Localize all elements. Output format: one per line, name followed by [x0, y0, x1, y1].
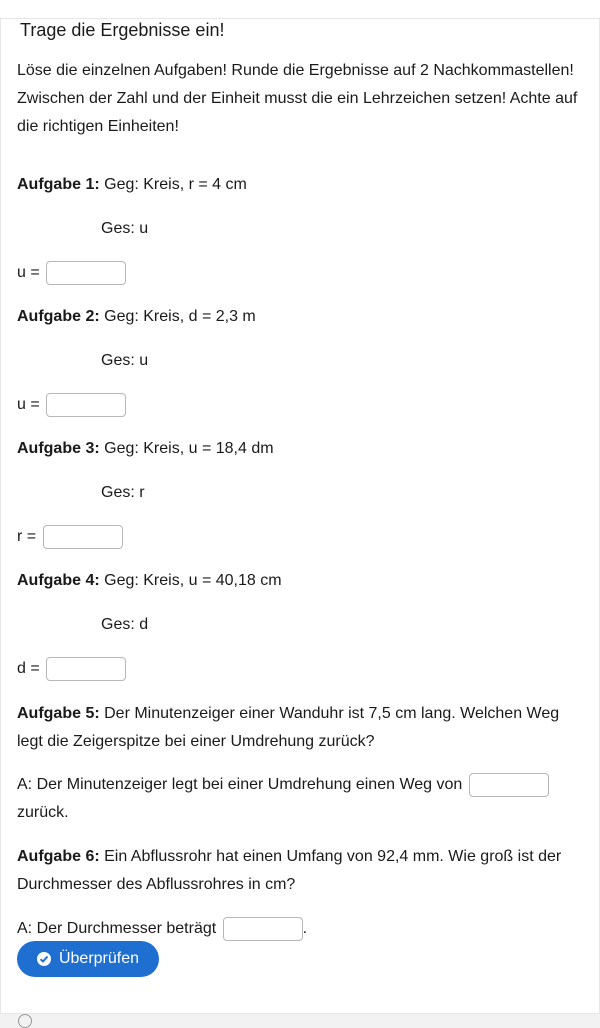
task-2-answer-input[interactable] [46, 393, 126, 417]
task-3-given [17, 435, 274, 463]
task-5-answer-before: A: Der Minutenzeiger legt bei einer Umdrehung einen Weg von [17, 776, 463, 793]
task-2-answer-row [17, 391, 126, 419]
task-1-sought: Ges: u [101, 220, 149, 237]
task-5-answer-after: zurück. [17, 804, 69, 821]
task-5-label: Aufgabe 5: [17, 705, 100, 722]
task-2-label: Aufgabe 2: [17, 308, 100, 325]
task-3-given-text: Geg: Kreis, u = 18,4 dm [99, 440, 274, 457]
task-2-given-text: Geg: Kreis, d = 2,3 m [99, 308, 256, 325]
task-3-answer-row [17, 523, 123, 551]
task-6-answer-before: A: Der Durchmesser beträgt [17, 920, 217, 937]
task-4-sought: Ges: d [101, 616, 149, 633]
check-button-label: Überprüfen [58, 950, 140, 967]
task-5-question [17, 700, 587, 756]
task-6-label: Aufgabe 6: [17, 848, 100, 865]
task-2-answer-label: u = [17, 396, 40, 413]
task-3-label: Aufgabe 3: [17, 440, 100, 457]
top-strip [0, 0, 600, 18]
task-6-text: Ein Abflussrohr hat einen Umfang von 92,4 mm. Wie groß ist der Durchmesser des Abflussrohres in cm? [17, 848, 562, 893]
task-1-given-text: Geg: Kreis, r = 4 cm [99, 176, 247, 193]
task-3-answer-input[interactable] [43, 525, 123, 549]
task-1-answer-row [17, 259, 126, 287]
task-5-answer-input[interactable] [469, 773, 549, 797]
task-4-given-text: Geg: Kreis, u = 40,18 cm [99, 572, 282, 589]
check-button[interactable] [17, 941, 159, 977]
task-4-answer-label: d = [17, 660, 40, 677]
task-6-answer-input[interactable] [223, 917, 303, 941]
task-1-answer-input[interactable] [46, 261, 126, 285]
task-1-given [17, 171, 247, 199]
task-2-given [17, 303, 256, 331]
task-4-label: Aufgabe 4: [17, 572, 100, 589]
task-6-question [17, 843, 587, 899]
task-1-label: Aufgabe 1: [17, 176, 100, 193]
task-6-answer-after: . [302, 920, 308, 937]
task-3-answer-label: r = [17, 528, 37, 545]
task-4-given [17, 567, 282, 595]
task-6-answer-row [17, 915, 307, 943]
task-2-sought: Ges: u [101, 352, 149, 369]
partial-radio-icon [18, 1014, 32, 1028]
check-circle-icon [37, 952, 51, 966]
instructions-text: Löse die einzelnen Aufgaben! Runde die Ergebnisse auf 2 Nachkommastellen! Zwischen der Zahl und der Einheit musst die ein Lehrzeichen setzen! Achte auf die richtigen Einheiten! [17, 62, 578, 135]
task-4-answer-input[interactable] [46, 657, 126, 681]
task-5-answer-row [17, 771, 549, 799]
exercise-title: Trage die Ergebnisse ein! [20, 20, 225, 40]
task-3-sought: Ges: r [101, 484, 145, 501]
task-5-text: Der Minutenzeiger einer Wanduhr ist 7,5 cm lang. Welchen Weg legt die Zeigerspitze bei einer Umdrehung zurück? [17, 705, 560, 750]
task-1-answer-label: u = [17, 264, 40, 281]
task-4-answer-row [17, 655, 126, 683]
